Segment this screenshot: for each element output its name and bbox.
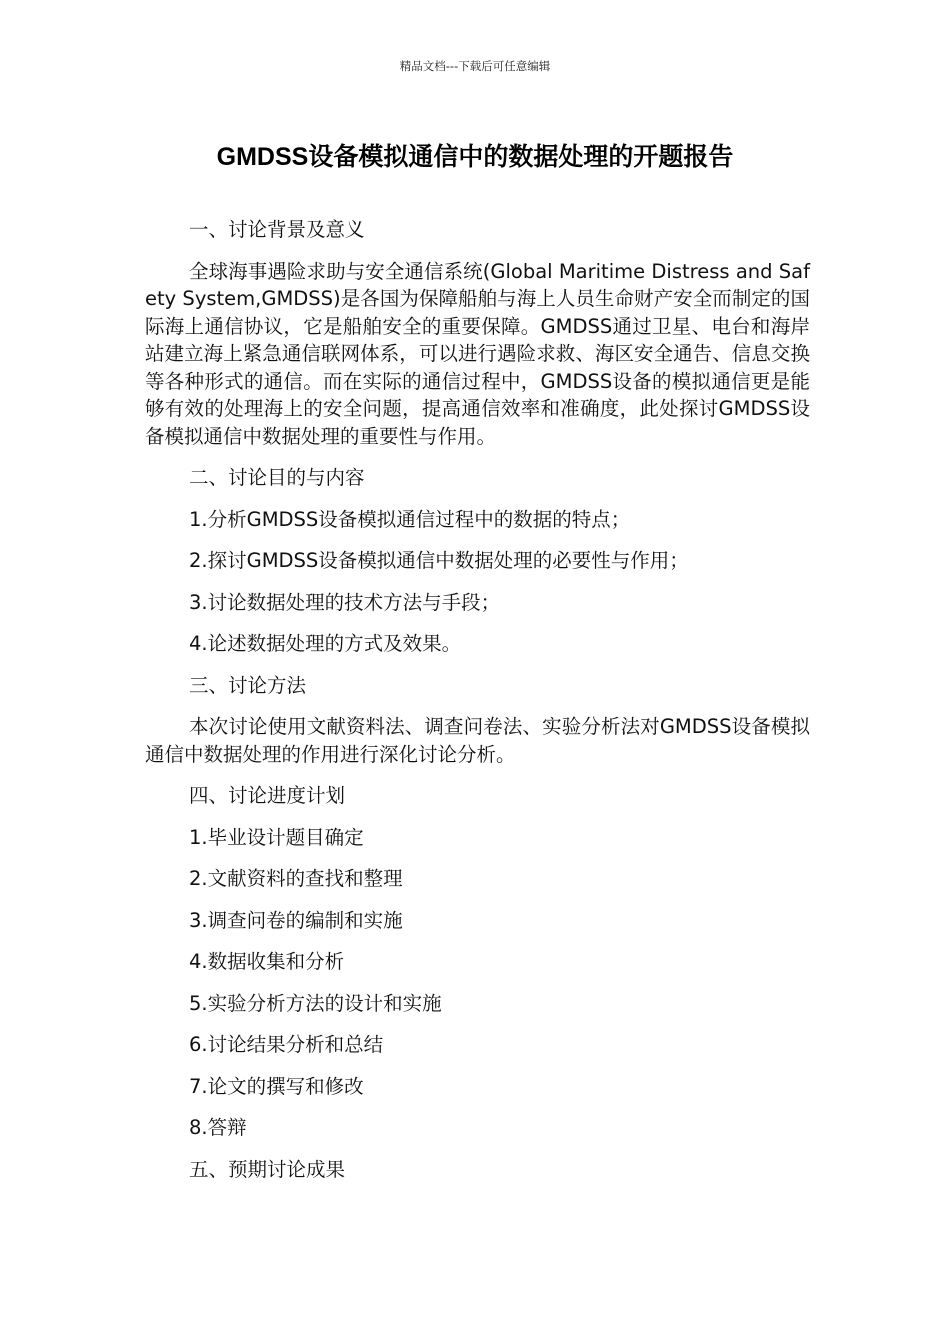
list-item-schedule: 8.答辩 <box>189 1116 247 1139</box>
document-body <box>145 216 810 1197</box>
section-heading-methods: 三、讨论方法 <box>189 673 307 697</box>
section-heading-expected-results: 五、预期讨论成果 <box>189 1157 346 1181</box>
list-item-schedule: 6.讨论结果分析和总结 <box>189 1033 384 1056</box>
paragraph-methods: 本次讨论使用文献资料法、调查问卷法、实验分析法对GMDSS设备模拟通信中数据处理的作用进行深化讨论分析。 <box>145 715 810 766</box>
section-heading-objectives: 二、讨论目的与内容 <box>189 466 365 489</box>
list-item-objective: 3.讨论数据处理的技术方法与手段； <box>189 590 501 614</box>
list-item-schedule: 4.数据收集和分析 <box>189 950 345 973</box>
header-note: 精品文档---下载后可任意编辑 <box>399 59 551 73</box>
list-item-schedule: 2.文献资料的查找和整理 <box>189 867 403 890</box>
list-item-objective: 1.分析GMDSS设备模拟通信过程中的数据的特点； <box>189 507 631 531</box>
section-heading-schedule: 四、讨论进度计划 <box>189 784 346 807</box>
list-item-objective: 4.论述数据处理的方式及效果。 <box>189 632 462 655</box>
list-item-schedule: 5.实验分析方法的设计和实施 <box>189 991 442 1015</box>
list-item-schedule: 7.论文的撰写和修改 <box>189 1074 364 1098</box>
page-title: GMDSS设备模拟通信中的数据处理的开题报告 <box>216 143 734 171</box>
list-item-objective: 2.探讨GMDSS设备模拟通信中数据处理的必要性与作用； <box>189 549 689 572</box>
paragraph-background: 全球海事遇险求助与安全通信系统(Global Maritime Distress and Safety System,GMDSS)是各国为保障船舶与海上人员生命财产安全而制定的国际海上通信协议，它是船舶安全的重要保障。GMDSS通过卫星、电台和海岸站建立海上紧急通信联网体系，可以进行遇险求救、海区安全通告、信息交换等各种形式的通信。而在实际的通信过程中，GMDSS设备的模拟通信更是能够有效的处理海上的安全问题，提高通信效率和准确度，此处探讨GMDSS设备模拟通信中数据处理的重要性与作用。 <box>145 259 810 448</box>
list-item-schedule: 1.毕业设计题目确定 <box>189 825 364 849</box>
section-heading-background: 一、讨论背景及意义 <box>189 218 365 241</box>
list-item-schedule: 3.调查问卷的编制和实施 <box>189 908 403 932</box>
